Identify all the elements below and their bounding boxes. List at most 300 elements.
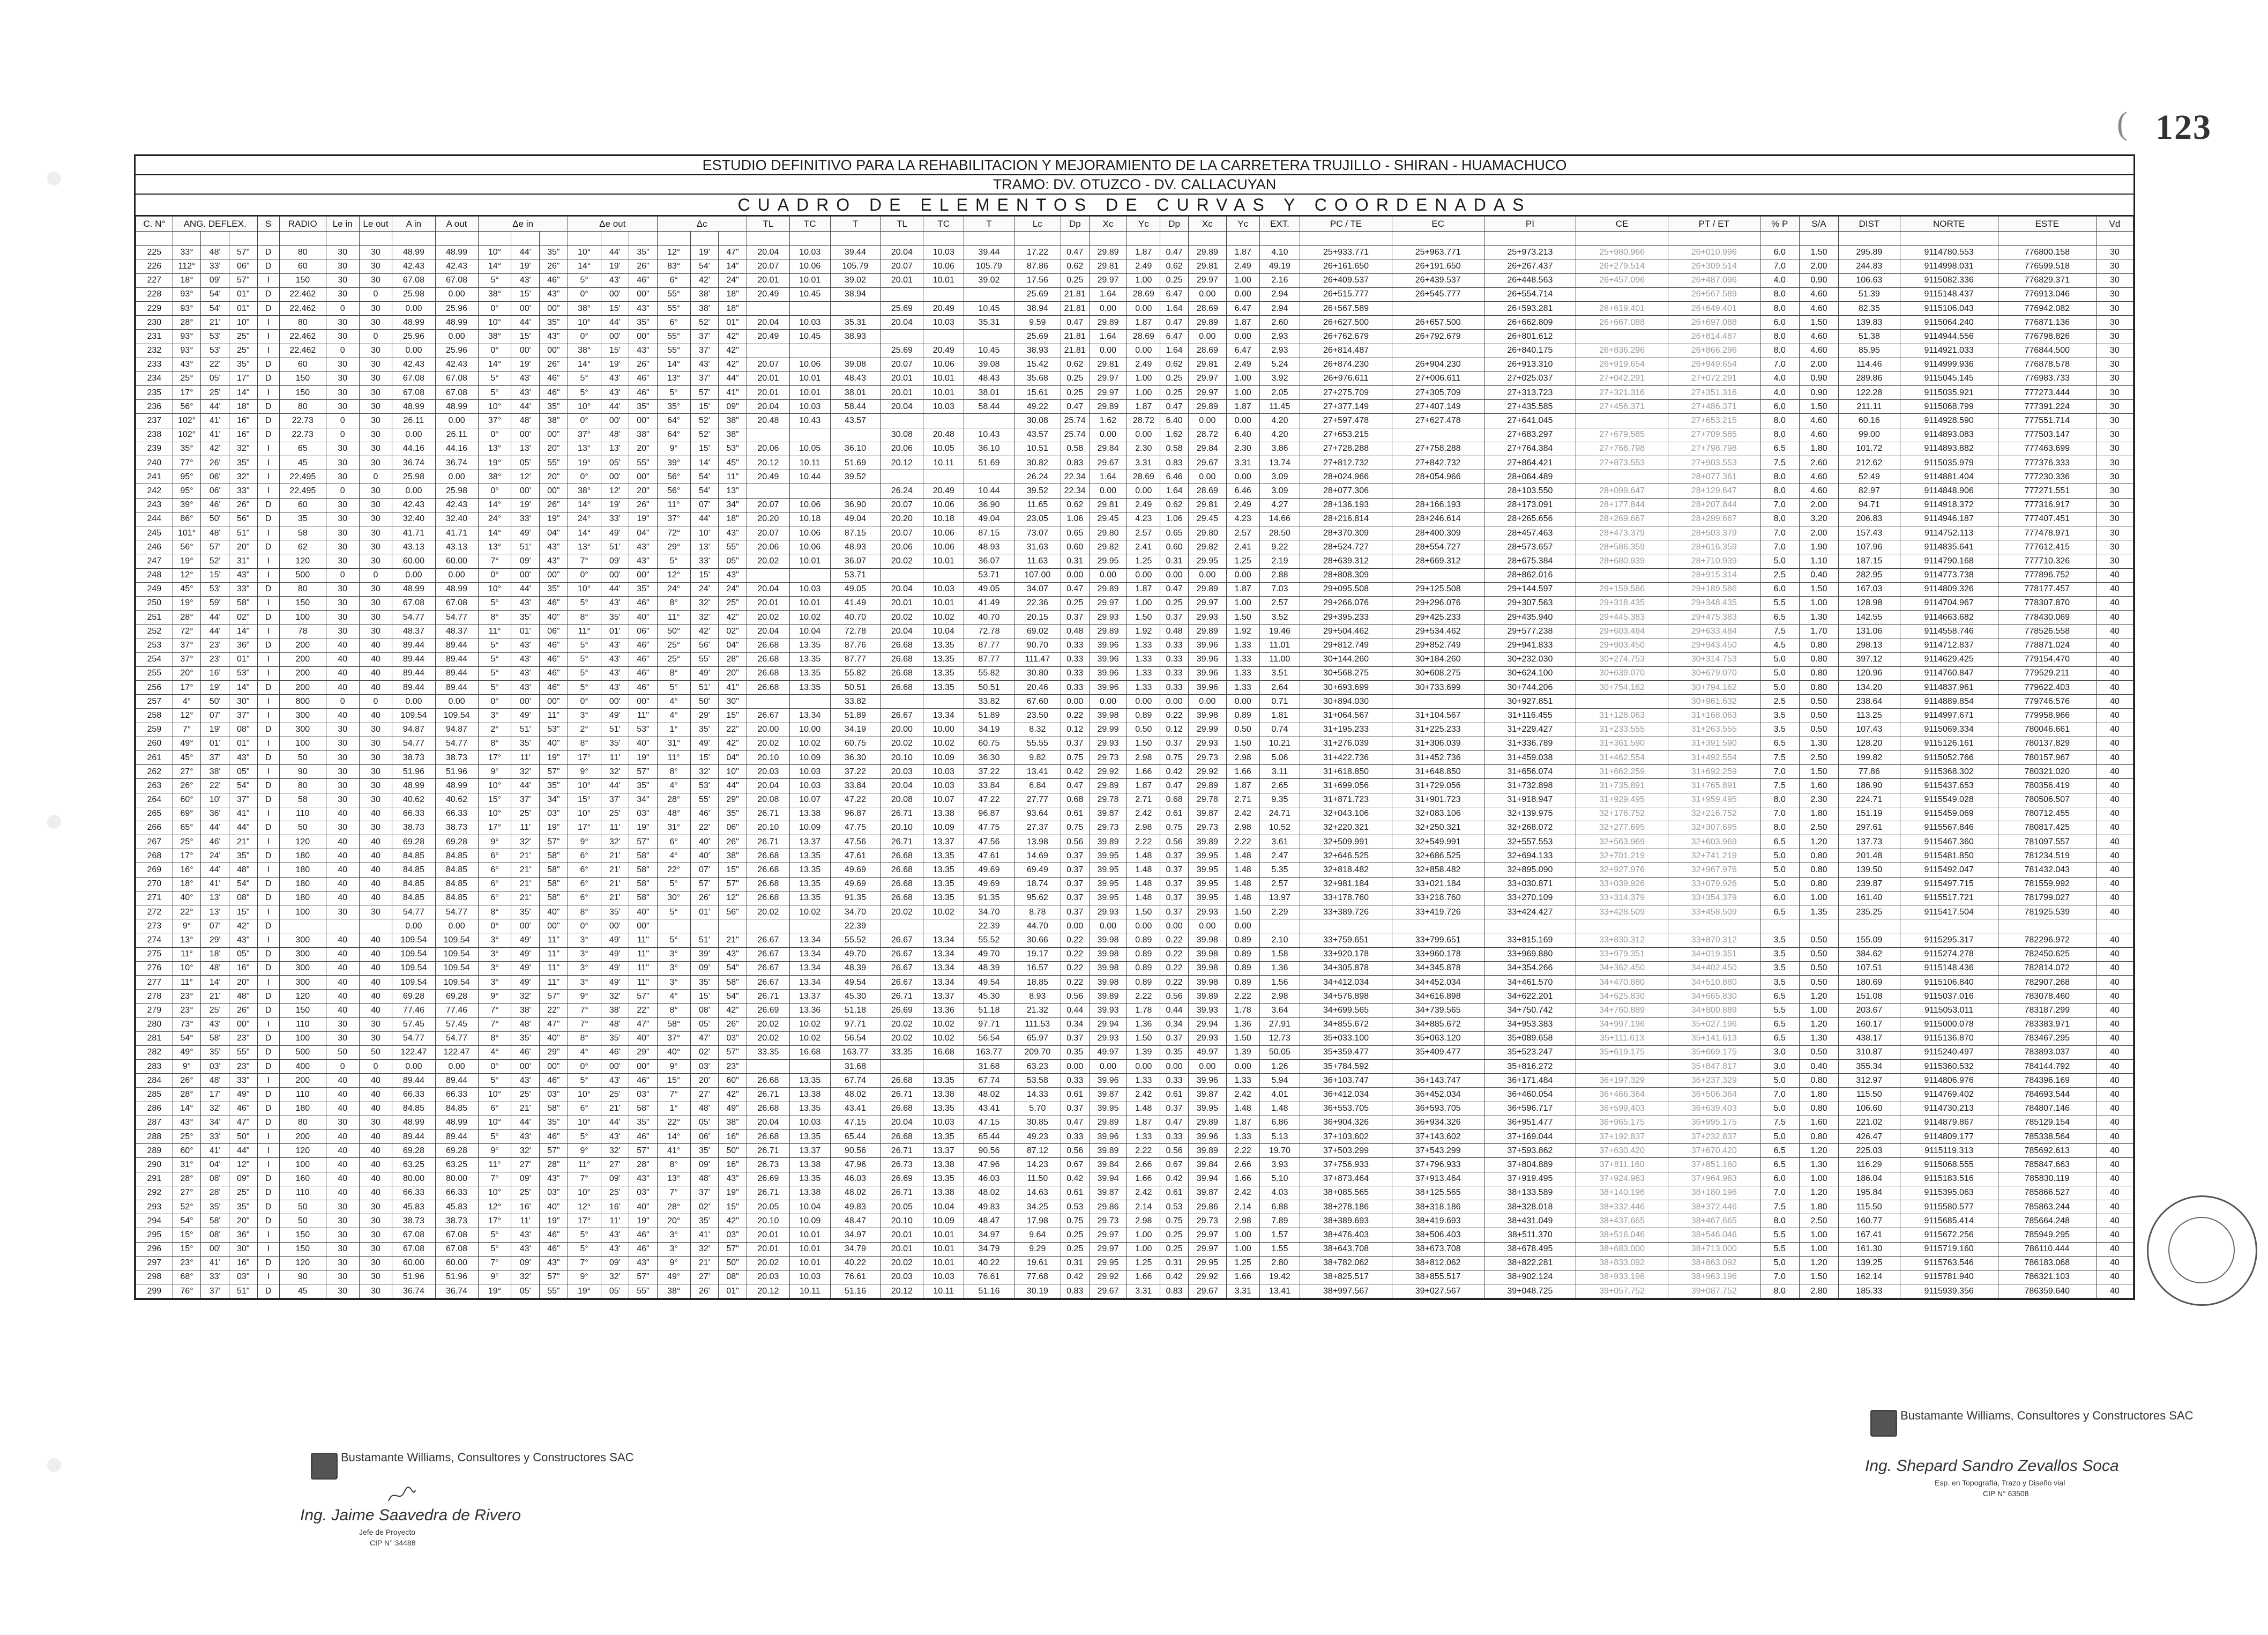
table-cell: 11.00 (1259, 652, 1300, 666)
table-cell: 39.98 (1188, 947, 1226, 961)
table-cell: 2.60 (1799, 456, 1838, 470)
table-cell: D (257, 849, 279, 863)
table-cell: 37+804.889 (1484, 1158, 1576, 1172)
table-cell: 9115580.577 (1900, 1200, 1998, 1214)
table-cell: 0.33 (1061, 666, 1089, 680)
table-cell: 780817.425 (1998, 821, 2096, 835)
table-cell: 28.50 (1259, 526, 1300, 540)
table-cell: 2.65 (1259, 779, 1300, 793)
table-cell: 30 (326, 905, 359, 919)
table-cell: 54° (173, 1031, 201, 1045)
table-cell: 72° (173, 625, 201, 638)
table-cell: 39.02 (964, 273, 1014, 287)
table-cell: 120 (279, 1144, 326, 1158)
table-cell: D (257, 947, 279, 961)
table-cell: 21' (511, 877, 540, 891)
table-cell: 20.02 (747, 1017, 789, 1031)
table-cell: 9115939.356 (1900, 1284, 1998, 1298)
table-cell: 0.61 (1061, 1186, 1089, 1200)
table-cell: 20.02 (747, 1031, 789, 1045)
table-cell: 39.94 (1188, 1172, 1226, 1186)
table-cell: 20.49 (923, 344, 964, 358)
table-cell: 5.0 (1760, 681, 1799, 695)
table-cell: 55" (229, 1045, 257, 1059)
table-cell: 0° (568, 919, 601, 933)
table-cell: 64° (657, 428, 690, 442)
table-cell: 05' (201, 371, 229, 385)
table-cell: 31+901.723 (1392, 793, 1484, 807)
table-cell: I (257, 1074, 279, 1088)
table-cell: D (257, 779, 279, 793)
table-cell: 20.02 (881, 1031, 923, 1045)
table-cell: 12.73 (1259, 1031, 1300, 1045)
table-cell: 11.50 (1014, 1172, 1061, 1186)
table-cell: 785866.527 (1998, 1186, 2096, 1200)
table-cell: 37+192.837 (1576, 1130, 1668, 1144)
table-row (136, 484, 2133, 498)
table-cell: D (257, 638, 279, 652)
table-cell: 187.15 (1839, 554, 1900, 568)
table-cell: 0.37 (1160, 849, 1189, 863)
table-cell: 9114663.682 (1900, 611, 1998, 625)
table-cell: 5.0 (1760, 1130, 1799, 1144)
table-cell: I (257, 835, 279, 849)
table-cell: 46" (629, 666, 658, 680)
table-cell: 27+435.585 (1484, 400, 1576, 414)
table-cell: 6° (478, 1102, 511, 1116)
table-cell: 29.73 (1089, 750, 1127, 764)
table-cell: 10.06 (923, 498, 964, 512)
table-cell: 5.06 (1259, 750, 1300, 764)
table-cell: 43" (540, 540, 568, 554)
table-cell: 29.93 (1089, 611, 1127, 625)
table-cell: 35" (229, 849, 257, 863)
table-cell: 284 (136, 1074, 173, 1088)
table-cell: 33' (201, 1270, 229, 1284)
table-cell: 35+063.120 (1392, 1031, 1484, 1045)
table-cell: 29.89 (1089, 316, 1127, 330)
table-cell: 14° (568, 526, 601, 540)
table-cell: I (257, 933, 279, 947)
table-cell: 0.89 (1127, 975, 1160, 989)
table-cell: 26.67 (747, 975, 789, 989)
table-cell: 9115068.555 (1900, 1158, 1998, 1172)
table-cell: 5° (478, 666, 511, 680)
table-cell: 44' (201, 400, 229, 414)
table-cell: 26" (540, 498, 568, 512)
table-cell: 16" (719, 1130, 747, 1144)
table-cell: 84.85 (392, 891, 435, 905)
table-cell: 9115274.278 (1900, 947, 1998, 961)
table-cell: 25.69 (881, 301, 923, 315)
table-cell (789, 344, 830, 358)
table-cell: 49° (173, 737, 201, 750)
table-cell: 30 (359, 1200, 392, 1214)
table-cell: 2.64 (1259, 681, 1300, 695)
table-cell: 26" (229, 498, 257, 512)
table-cell: 36.90 (830, 498, 881, 512)
table-cell: 40 (326, 835, 359, 849)
table-cell: 26.68 (881, 1102, 923, 1116)
table-cell: 30.08 (1014, 414, 1061, 428)
table-cell: 43" (629, 1256, 658, 1270)
signature-stamp-right (1854, 1406, 2240, 1566)
table-cell: 780356.419 (1998, 779, 2096, 793)
table-cell: 5° (478, 596, 511, 610)
table-cell: 0.00 (392, 919, 435, 933)
table-cell: 0.25 (1160, 596, 1189, 610)
table-cell: 44' (690, 512, 719, 526)
table-cell: 40° (657, 1045, 690, 1059)
table-cell: 8.0 (1760, 301, 1799, 315)
table-cell: 32+603.969 (1668, 835, 1760, 849)
table-cell: 34+800.889 (1668, 1004, 1760, 1017)
table-cell: 0° (568, 330, 601, 344)
table-cell: 106.63 (1839, 273, 1900, 287)
table-row (136, 428, 2133, 442)
page-mark: ( (2117, 106, 2128, 141)
table-cell: 11° (657, 498, 690, 512)
table-cell: 29+425.233 (1392, 611, 1484, 625)
table-cell: 7° (478, 1172, 511, 1186)
table-cell: I (257, 905, 279, 919)
table-cell: 0.48 (1061, 625, 1089, 638)
table-cell: 247 (136, 554, 173, 568)
table-cell: 11" (719, 470, 747, 484)
table-cell: 30 (326, 611, 359, 625)
table-cell: 30 (359, 625, 392, 638)
table-cell: 221.02 (1839, 1116, 1900, 1129)
table-cell: 89.44 (392, 1130, 435, 1144)
table-cell: 233 (136, 358, 173, 371)
table-cell: 29.97 (1089, 386, 1127, 400)
table-cell: 1.87 (1226, 779, 1259, 793)
table-cell: 31° (173, 1158, 201, 1172)
table-cell: 776913.046 (1998, 287, 2096, 301)
table-cell: 48' (201, 1074, 229, 1088)
table-cell: 6.5 (1760, 835, 1799, 849)
table-cell: 5.0 (1760, 1074, 1799, 1088)
table-cell: 43' (690, 358, 719, 371)
table-cell: 30 (359, 1017, 392, 1031)
table-cell: 287 (136, 1116, 173, 1129)
table-cell (1392, 344, 1484, 358)
table-cell: 0.00 (1226, 919, 1259, 933)
table-cell: 28+024.966 (1300, 470, 1392, 484)
table-cell: 10.02 (923, 1017, 964, 1031)
table-cell: 0.00 (1188, 330, 1226, 344)
table-cell: 3.93 (1259, 1158, 1300, 1172)
table-cell: 10.45 (789, 330, 830, 344)
table-cell: 50 (326, 1045, 359, 1059)
table-cell: 48.99 (435, 246, 478, 259)
table-cell: 9115719.160 (1900, 1242, 1998, 1256)
table-cell: 36+639.403 (1668, 1102, 1760, 1116)
table-cell: 31+361.590 (1576, 737, 1668, 750)
table-cell: 28+265.656 (1484, 512, 1576, 526)
table-cell: 34+305.878 (1300, 961, 1392, 975)
table-cell: 26.68 (747, 863, 789, 877)
table-cell: 162.14 (1839, 1270, 1900, 1284)
table-cell: 33" (229, 484, 257, 498)
col-norte: NORTE (1900, 217, 1998, 232)
table-cell: 76.61 (830, 1270, 881, 1284)
table-cell: 0.00 (1188, 695, 1226, 709)
table-cell: 20.04 (747, 316, 789, 330)
table-cell: 1.36 (1259, 961, 1300, 975)
table-cell: 20.04 (881, 316, 923, 330)
table-cell: 4.23 (1127, 512, 1160, 526)
table-cell: 29.94 (1089, 1017, 1127, 1031)
table-cell: 41" (229, 807, 257, 821)
table-cell: 19.61 (1014, 1256, 1061, 1270)
table-cell: 4° (657, 695, 690, 709)
table-cell: 6.40 (1226, 428, 1259, 442)
table-cell: 29.93 (1089, 905, 1127, 919)
table-cell: 0.37 (1061, 863, 1089, 877)
table-row (136, 540, 2133, 554)
table-cell: 96.87 (830, 807, 881, 821)
table-cell: 77.46 (435, 1004, 478, 1017)
table-cell: 43' (601, 1130, 629, 1144)
table-cell: 20.20 (747, 512, 789, 526)
table-cell: 2.50 (1799, 821, 1838, 835)
table-cell: 36+599.403 (1576, 1102, 1668, 1116)
table-cell: 2.94 (1259, 287, 1300, 301)
table-cell: 9115492.047 (1900, 863, 1998, 877)
table-cell: 2.57 (1226, 526, 1259, 540)
table-cell: 786110.444 (1998, 1242, 2096, 1256)
table-cell: 780506.507 (1998, 793, 2096, 807)
table-cell: 9115240.497 (1900, 1045, 1998, 1059)
table-cell: 39.89 (1089, 835, 1127, 849)
table-cell: 0.56 (1061, 1144, 1089, 1158)
table-cell: 20.07 (747, 498, 789, 512)
table-cell: 40 (2096, 1130, 2133, 1144)
table-cell: 80 (279, 316, 326, 330)
table-cell: 1.64 (1089, 330, 1127, 344)
table-cell: 15' (690, 750, 719, 764)
table-cell: 33+920.178 (1300, 947, 1392, 961)
table-cell: 40 (326, 681, 359, 695)
table-cell: 0.74 (1259, 723, 1300, 737)
table-cell: 38+125.565 (1392, 1186, 1484, 1200)
table-cell: 5° (568, 1242, 601, 1256)
table-cell: 02" (229, 611, 257, 625)
table-cell: 0.00 (435, 330, 478, 344)
table-cell: 26+567.589 (1668, 287, 1760, 301)
table-cell: 87.15 (830, 526, 881, 540)
table-cell: 25' (511, 807, 540, 821)
table-cell: 33+960.178 (1392, 947, 1484, 961)
table-cell: 50 (279, 750, 326, 764)
table-cell: 19° (173, 596, 201, 610)
table-cell: 82.97 (1839, 484, 1900, 498)
table-cell: 27+764.384 (1484, 442, 1576, 456)
table-cell: 40.70 (964, 611, 1014, 625)
table-cell: 0.83 (1160, 456, 1189, 470)
table-cell: 45° (173, 750, 201, 764)
table-cell: 0.00 (1127, 1060, 1160, 1074)
table-cell: 26.68 (747, 1074, 789, 1088)
table-cell: 46" (540, 652, 568, 666)
table-cell: 0 (359, 470, 392, 484)
table-cell: 20° (173, 666, 201, 680)
table-cell: 30 (359, 611, 392, 625)
table-cell: 30 (2096, 400, 2133, 414)
table-cell: 48' (690, 1172, 719, 1186)
table-cell: 9114773.738 (1900, 568, 1998, 582)
table-cell: 293 (136, 1200, 173, 1214)
table-cell: 0.37 (1160, 905, 1189, 919)
table-cell: 28+173.091 (1484, 498, 1576, 512)
table-cell: 20.46 (1014, 681, 1061, 695)
table-cell: 39.95 (1188, 891, 1226, 905)
table-cell: 7° (568, 1004, 601, 1017)
table-cell: 7.0 (1760, 358, 1799, 371)
table-cell: 33.82 (830, 695, 881, 709)
table-row (136, 1102, 2133, 1116)
table-cell: 49° (657, 1270, 690, 1284)
table-cell: 02' (690, 1045, 719, 1059)
table-cell: 426.47 (1839, 1130, 1900, 1144)
table-cell: 10° (568, 400, 601, 414)
table-cell: 29+125.508 (1392, 582, 1484, 596)
table-cell: 40 (2096, 835, 2133, 849)
table-cell: 29+435.940 (1484, 611, 1576, 625)
table-cell: 46" (629, 1130, 658, 1144)
table-cell: 30 (326, 512, 359, 526)
table-cell: 2.10 (1259, 933, 1300, 947)
table-cell: 8.0 (1760, 414, 1799, 428)
col-t-in: T (830, 217, 881, 232)
table-cell: 0° (568, 470, 601, 484)
table-cell: 39.89 (1188, 1144, 1226, 1158)
table-cell: 29.73 (1188, 750, 1226, 764)
col-ec: EC (1392, 217, 1484, 232)
table-cell: I (257, 1144, 279, 1158)
table-cell (747, 568, 789, 582)
table-cell: 0.58 (1061, 442, 1089, 456)
table-cell: 00' (511, 695, 540, 709)
table-cell: 280 (136, 1017, 173, 1031)
table-cell: 0.00 (1226, 330, 1259, 344)
table-cell: D (257, 723, 279, 737)
table-cell: 13.35 (923, 681, 964, 695)
table-cell: 186.04 (1839, 1172, 1900, 1186)
table-cell: 44' (511, 400, 540, 414)
table-cell: 30 (2096, 526, 2133, 540)
table-cell: 48.02 (830, 1186, 881, 1200)
table-cell: 200 (279, 666, 326, 680)
table-cell: 0.25 (1160, 371, 1189, 385)
table-cell: 13' (601, 442, 629, 456)
table-cell: 6° (657, 273, 690, 287)
table-cell: 13.35 (789, 891, 830, 905)
table-cell: 28+099.647 (1576, 484, 1668, 498)
table-cell: 28+554.727 (1392, 540, 1484, 554)
table-cell: 38+855.517 (1392, 1270, 1484, 1284)
table-cell: 37+796.933 (1392, 1158, 1484, 1172)
table-cell: 40 (2096, 1200, 2133, 1214)
table-cell: D (257, 498, 279, 512)
table-cell: 37" (229, 793, 257, 807)
table-cell: 1.00 (1127, 371, 1160, 385)
table-cell: 40 (359, 961, 392, 975)
table-cell: 30 (2096, 301, 2133, 315)
table-cell: 57" (719, 877, 747, 891)
table-cell: 32+741.219 (1668, 849, 1760, 863)
table-cell: 00' (511, 484, 540, 498)
table-cell: 19' (511, 259, 540, 273)
table-cell: 29' (201, 933, 229, 947)
table-cell: D (257, 1060, 279, 1074)
table-cell: 39.98 (1188, 709, 1226, 723)
table-cell: 2.42 (1226, 807, 1259, 821)
table-cell: 28.69 (1188, 301, 1226, 315)
table-cell: 0 (326, 414, 359, 428)
table-cell: 24.71 (1259, 807, 1300, 821)
table-cell: 1.92 (1226, 625, 1259, 638)
table-cell: 1.64 (1089, 287, 1127, 301)
table-cell: 6.47 (1226, 301, 1259, 315)
table-cell: 40 (326, 990, 359, 1004)
table-cell: 28+573.657 (1484, 540, 1576, 554)
table-cell: 0° (568, 287, 601, 301)
table-cell: 6.5 (1760, 1031, 1799, 1045)
table-row (136, 386, 2133, 400)
table-cell: 19° (568, 1284, 601, 1298)
table-cell: 777376.333 (1998, 456, 2096, 470)
table-cell: 0.80 (1799, 1130, 1838, 1144)
table-cell: 11' (511, 750, 540, 764)
table-cell: 10.01 (789, 596, 830, 610)
table-cell: 44' (511, 779, 540, 793)
table-cell: 25" (719, 596, 747, 610)
table-cell: 54' (690, 259, 719, 273)
table-cell: 26" (540, 259, 568, 273)
table-cell: 1.48 (1127, 877, 1160, 891)
table-cell: 28+177.844 (1576, 498, 1668, 512)
table-cell: 39.08 (830, 358, 881, 371)
table-cell: 26.67 (881, 947, 923, 961)
table-cell: 30+568.275 (1300, 666, 1392, 680)
table-cell: 27+597.478 (1300, 414, 1392, 428)
table-cell: 08" (229, 723, 257, 737)
table-cell: 6° (657, 835, 690, 849)
table-cell: 32.40 (392, 512, 435, 526)
table-cell: 109.54 (435, 975, 478, 989)
table-cell: 40 (359, 652, 392, 666)
table-cell: 90.56 (830, 1144, 881, 1158)
table-cell: 43' (511, 666, 540, 680)
table-cell: 0.00 (1160, 695, 1189, 709)
table-cell: 5.0 (1760, 652, 1799, 666)
table-cell: 10.01 (789, 1242, 830, 1256)
table-cell: 296 (136, 1242, 173, 1256)
table-cell: 5° (478, 638, 511, 652)
table-cell: 46' (690, 807, 719, 821)
table-cell: 34+452.034 (1392, 975, 1484, 989)
table-cell: 10.03 (789, 246, 830, 259)
table-cell: 13.37 (789, 835, 830, 849)
table-cell: 9115567.846 (1900, 821, 1998, 835)
table-cell: 120 (279, 1256, 326, 1270)
table-cell: 0.53 (1061, 1200, 1089, 1214)
table-cell: 87.77 (830, 652, 881, 666)
table-cell: 40 (2096, 891, 2133, 905)
table-cell: 0.83 (1061, 456, 1089, 470)
